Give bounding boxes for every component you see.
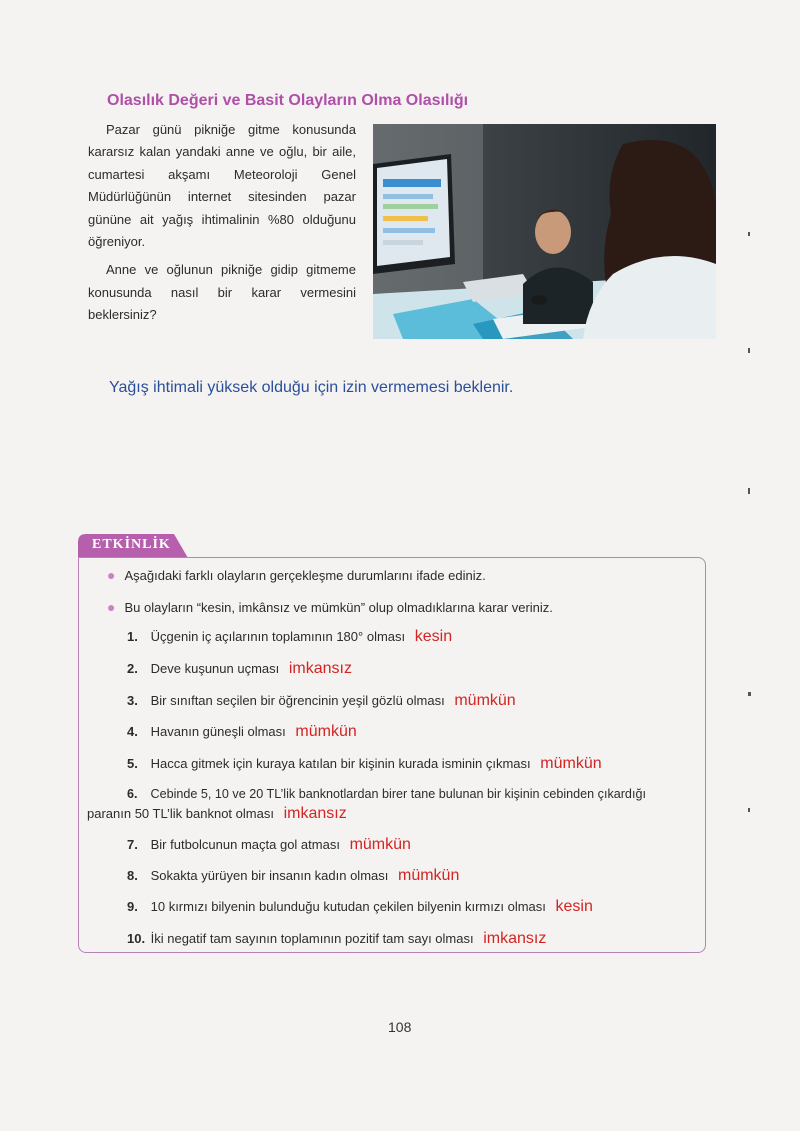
item-answer: kesin bbox=[414, 628, 453, 645]
activity-label: ETKİNLİK bbox=[92, 537, 171, 552]
list-item bbox=[127, 867, 459, 885]
list-item bbox=[127, 930, 546, 948]
item-text: Hacca gitmek için kuraya katılan bir kişinin kurada isminin çıkması bbox=[150, 756, 531, 771]
item-text: Sokakta yürüyen bir insanın kadın olması bbox=[150, 868, 389, 883]
intro-text bbox=[88, 119, 356, 333]
item-answer: mümkün bbox=[540, 755, 602, 772]
item-number: 3. bbox=[127, 693, 138, 708]
item-answer: kesin bbox=[555, 898, 593, 915]
bullet-icon: ● bbox=[107, 567, 116, 583]
list-item bbox=[127, 787, 646, 801]
intro-paragraph-1: Pazar günü pikniğe gitme konusunda kararsız kalan yandaki anne ve oğlu, bir aile, cumartesi akşamı Meteoroloji Genel Müdürlüğünün internet sitesinden pazar gününe ait yağış ihtimalinin %80 olduğunu öğreniyor. bbox=[88, 122, 356, 250]
list-item bbox=[127, 692, 516, 710]
item-text: paranın 50 TL’lik banknot olması bbox=[87, 806, 274, 821]
item-number: 1. bbox=[127, 629, 138, 644]
item-number: 2. bbox=[127, 661, 138, 676]
margin-mark bbox=[748, 692, 751, 696]
item-text: Havanın güneşli olması bbox=[150, 724, 286, 739]
page-number: 108 bbox=[388, 1019, 412, 1035]
list-item bbox=[127, 660, 352, 678]
list-item bbox=[127, 723, 357, 741]
bullet-icon: ● bbox=[107, 599, 116, 615]
list-item bbox=[127, 755, 602, 773]
item-answer: imkansız bbox=[483, 930, 547, 947]
handwritten-answer: Yağış ihtimali yüksek olduğu için izin vermemesi beklenir. bbox=[109, 379, 514, 396]
instruction-text: Bu olayların “kesin, imkânsız ve mümkün” olup olmadıklarına karar veriniz. bbox=[124, 600, 553, 615]
item-text: Bir sınıftan seçilen bir öğrencinin yeşil gözlü olması bbox=[150, 693, 445, 708]
item-answer: mümkün bbox=[398, 867, 460, 884]
item-text: Bir futbolcunun maçta gol atması bbox=[150, 837, 340, 852]
item-number: 5. bbox=[127, 756, 138, 771]
item-number: 9. bbox=[127, 899, 138, 914]
margin-mark bbox=[748, 348, 750, 353]
item-number: 7. bbox=[127, 837, 138, 852]
list-item-continuation bbox=[87, 805, 347, 823]
item-number: 8. bbox=[127, 868, 138, 883]
item-text: 10 kırmızı bilyenin bulunduğu kutudan çekilen bilyenin kırmızı olması bbox=[150, 899, 546, 914]
item-text: Cebinde 5, 10 ve 20 TL’lik banknotlardan birer tane bulunan bir kişinin cebinden çıkardığı bbox=[150, 787, 646, 801]
item-answer: mümkün bbox=[454, 692, 516, 709]
item-number: 4. bbox=[127, 724, 138, 739]
margin-mark bbox=[748, 808, 750, 812]
item-answer: mümkün bbox=[295, 723, 357, 740]
item-number: 6. bbox=[127, 787, 138, 801]
instruction-1 bbox=[107, 567, 486, 583]
item-text: İki negatif tam sayının toplamının pozitif tam sayı olması bbox=[150, 931, 474, 946]
intro-paragraph-2: Anne ve oğlunun pikniğe gidip gitmeme konusunda nasıl bir karar vermesini beklersiniz? bbox=[88, 262, 356, 323]
instruction-2 bbox=[107, 599, 553, 615]
photo-illustration bbox=[373, 124, 716, 339]
item-answer: imkansız bbox=[288, 660, 352, 677]
instruction-text: Aşağıdaki farklı olayların gerçekleşme durumlarını ifade ediniz. bbox=[124, 568, 486, 583]
mother-son-computer-photo bbox=[373, 124, 716, 339]
item-answer: imkansız bbox=[283, 805, 347, 822]
margin-mark bbox=[748, 488, 750, 494]
page-title: Olasılık Değeri ve Basit Olayların Olma Olasılığı bbox=[107, 92, 469, 109]
item-number: 10. bbox=[127, 931, 146, 946]
item-text: Üçgenin iç açılarının toplamının 180° olması bbox=[150, 629, 406, 644]
margin-mark bbox=[748, 232, 750, 236]
list-item bbox=[127, 836, 411, 854]
item-answer: mümkün bbox=[349, 836, 411, 853]
item-text: Deve kuşunun uçması bbox=[150, 661, 280, 676]
list-item bbox=[127, 628, 452, 646]
list-item bbox=[127, 898, 593, 916]
